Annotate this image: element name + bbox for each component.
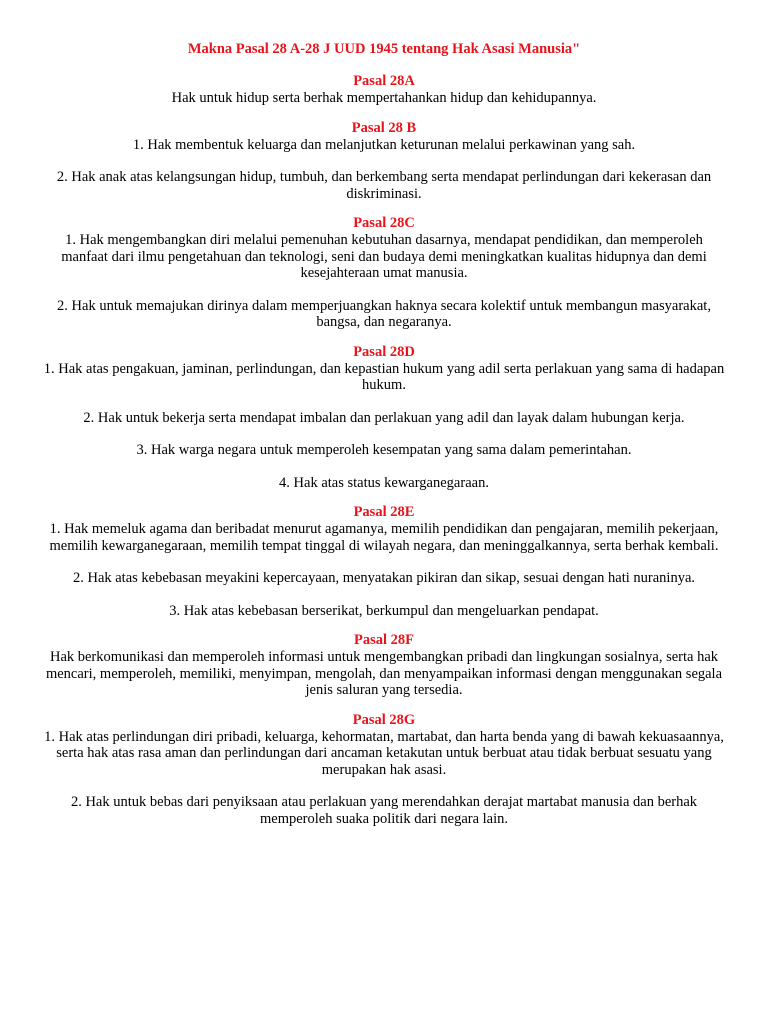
document-title: Makna Pasal 28 A-28 J UUD 1945 tentang Hak Asasi Manusia"	[187, 41, 581, 57]
pasal-paragraph: 3. Hak warga negara untuk memperoleh kesempatan yang sama dalam pemerintahan.	[136, 442, 632, 458]
pasal-section	[40, 72, 728, 107]
pasal-section	[40, 343, 728, 492]
pasal-heading: Pasal 28C	[353, 215, 415, 231]
pasal-section	[40, 711, 728, 828]
pasal-paragraph: 2. Hak untuk bekerja serta mendapat imbalan dan perlakuan yang adil dan layak dalam hubungan kerja.	[83, 409, 685, 426]
pasal-paragraph: 1. Hak atas pengakuan, jaminan, perlindungan, dan kepastian hukum yang adil serta perlakuan yang sama di hadapan hukum.	[43, 360, 725, 393]
sections-container	[40, 72, 728, 827]
pasal-paragraph: 1. Hak atas perlindungan diri pribadi, keluarga, kehormatan, martabat, dan harta benda yang di bawah kekuasaannya, serta hak atas rasa aman dan perlindungan dari ancaman ketakutan untuk berbuat atau tidak berbuat sesuatu yang merupakan hak asasi.	[44, 728, 724, 778]
pasal-paragraph: Hak untuk hidup serta berhak mempertahankan hidup dan kehidupannya.	[171, 90, 597, 106]
pasal-heading: Pasal 28D	[353, 343, 415, 360]
pasal-paragraph: 1. Hak memeluk agama dan beribadat menurut agamanya, memilih pendidikan dan pengajaran, memilih pekerjaan, memilih kewarganegaraan, memilih tempat tinggal di wilayah negara, dan meninggalkannya, serta berhak kembali.	[49, 521, 719, 554]
pasal-paragraph: 2. Hak anak atas kelangsungan hidup, tumbuh, dan berkembang serta mendapat perlindungan dari kekerasan dan diskriminasi.	[56, 169, 712, 202]
pasal-paragraph: 2. Hak atas kebebasan meyakini kepercayaan, menyatakan pikiran dan sikap, sesuai dengan hati nuraninya.	[72, 570, 696, 586]
pasal-section	[40, 631, 728, 699]
pasal-heading: Pasal 28 B	[351, 119, 417, 136]
pasal-section	[40, 503, 728, 619]
pasal-paragraph: 2. Hak untuk memajukan dirinya dalam memperjuangkan haknya secara kolektif untuk membangun masyarakat, bangsa, dan negaranya.	[57, 297, 711, 330]
pasal-heading: Pasal 28G	[352, 711, 416, 728]
pasal-heading: Pasal 28E	[353, 504, 415, 520]
pasal-section	[40, 119, 728, 203]
pasal-heading: Pasal 28F	[353, 632, 414, 648]
pasal-paragraph: 2. Hak untuk bebas dari penyiksaan atau perlakuan yang merendahkan derajat martabat manusia dan berhak memperoleh suaka politik dari negara lain.	[70, 794, 698, 827]
pasal-heading: Pasal 28A	[353, 73, 415, 89]
pasal-section	[40, 214, 728, 331]
pasal-paragraph: 3. Hak atas kebebasan berserikat, berkumpul dan mengeluarkan pendapat.	[169, 602, 599, 619]
pasal-paragraph: 1. Hak membentuk keluarga dan melanjutkan keturunan melalui perkawinan yang sah.	[132, 136, 636, 153]
pasal-paragraph: Hak berkomunikasi dan memperoleh informasi untuk mengembangkan pribadi dan lingkungan sosialnya, serta hak mencari, memperoleh, memiliki, menyimpan, mengolah, dan menyampaikan informasi dengan menggunakan segala jenis saluran yang tersedia.	[45, 649, 723, 698]
pasal-paragraph: 1. Hak mengembangkan diri melalui pemenuhan kebutuhan dasarnya, mendapat pendidikan, dan memperoleh manfaat dari ilmu pengetahuan dan teknologi, seni dan budaya demi meningkatkan kualitas hidupnya dan demi kesejahteraan umat manusia.	[61, 232, 707, 281]
pasal-paragraph: 4. Hak atas status kewarganegaraan.	[279, 474, 489, 491]
